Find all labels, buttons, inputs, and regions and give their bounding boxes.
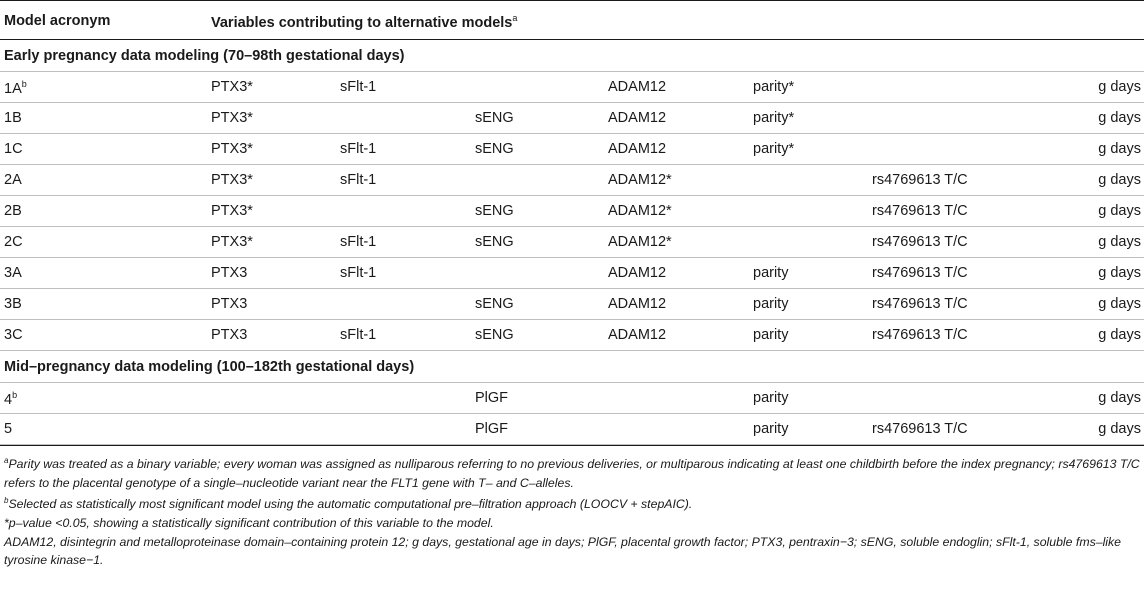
variable-cell-parity: parity bbox=[753, 327, 789, 343]
model-acronym-cell bbox=[4, 327, 23, 343]
variable-cell-adam: ADAM12 bbox=[608, 141, 667, 157]
variable-cell-rs: rs4769613 T/C bbox=[872, 265, 968, 281]
variable-cell-ptx3: PTX3 bbox=[211, 327, 248, 343]
variable-cell-parity: parity bbox=[753, 390, 789, 406]
variable-cell-ptx3: PTX3* bbox=[211, 79, 253, 95]
model-acronym-cell bbox=[4, 390, 17, 408]
variable-cell-adam: ADAM12 bbox=[608, 110, 667, 126]
variable-cell-parity: parity bbox=[753, 296, 789, 312]
variable-cell-sflt: sFlt-1 bbox=[340, 265, 377, 281]
variable-cell-sflt: sFlt-1 bbox=[340, 141, 377, 157]
model-acronym-cell bbox=[4, 110, 22, 126]
variable-cell-parity: parity* bbox=[753, 79, 795, 95]
variable-cell-seng: PlGF bbox=[475, 421, 509, 437]
variable-cell-seng: sENG bbox=[475, 110, 514, 126]
variable-cell-gdays: g days bbox=[1098, 327, 1141, 343]
table-header bbox=[0, 1, 1144, 39]
header-variables-footnote-mark: a bbox=[512, 13, 518, 23]
variable-cell-parity: parity bbox=[753, 421, 789, 437]
variable-cell-rs: rs4769613 T/C bbox=[872, 203, 968, 219]
variable-cell-adam: ADAM12* bbox=[608, 234, 672, 250]
header-model-acronym: Model acronym bbox=[4, 13, 111, 29]
model-footnote-mark: b bbox=[21, 79, 27, 89]
variable-cell-adam: ADAM12 bbox=[608, 265, 667, 281]
model-footnote-mark: b bbox=[12, 390, 18, 400]
variable-cell-adam: ADAM12 bbox=[608, 296, 667, 312]
model-acronym: 3A bbox=[4, 265, 22, 281]
variable-cell-gdays: g days bbox=[1098, 203, 1141, 219]
variable-cell-gdays: g days bbox=[1098, 390, 1141, 406]
variable-cell-sflt: sFlt-1 bbox=[340, 79, 377, 95]
variable-cell-parity: parity bbox=[753, 265, 789, 281]
footnote-b bbox=[4, 492, 1140, 514]
model-acronym-cell bbox=[4, 141, 23, 157]
table-row bbox=[0, 258, 1144, 289]
variable-cell-adam: ADAM12* bbox=[608, 172, 672, 188]
table-row bbox=[0, 383, 1144, 414]
model-acronym: 2A bbox=[4, 172, 22, 188]
model-acronym-cell bbox=[4, 265, 22, 281]
table-row bbox=[0, 196, 1144, 227]
variable-cell-seng: sENG bbox=[475, 296, 514, 312]
model-acronym: 1A bbox=[4, 80, 22, 97]
variable-cell-gdays: g days bbox=[1098, 172, 1141, 188]
model-acronym: 4 bbox=[4, 391, 13, 408]
variable-cell-gdays: g days bbox=[1098, 79, 1141, 95]
table-row bbox=[0, 72, 1144, 103]
variable-cell-ptx3: PTX3* bbox=[211, 203, 253, 219]
model-acronym: 1B bbox=[4, 110, 22, 126]
variable-cell-sflt: sFlt-1 bbox=[340, 172, 377, 188]
variable-cell-adam: ADAM12* bbox=[608, 203, 672, 219]
variable-cell-rs: rs4769613 T/C bbox=[872, 234, 968, 250]
variable-cell-parity: parity* bbox=[753, 110, 795, 126]
table-row bbox=[0, 165, 1144, 196]
model-acronym: 5 bbox=[4, 421, 13, 437]
footnote-b-mark: b bbox=[4, 496, 9, 506]
model-acronym: 2C bbox=[4, 234, 23, 250]
variable-cell-rs: rs4769613 T/C bbox=[872, 327, 968, 343]
variable-cell-ptx3: PTX3* bbox=[211, 172, 253, 188]
section-heading bbox=[0, 40, 1144, 72]
model-acronym-cell bbox=[4, 79, 27, 97]
variable-cell-seng: sENG bbox=[475, 141, 514, 157]
model-acronym-cell bbox=[4, 296, 22, 312]
table-row bbox=[0, 103, 1144, 134]
model-acronym-cell bbox=[4, 203, 22, 219]
variable-cell-ptx3: PTX3 bbox=[211, 296, 248, 312]
variable-cell-seng: sENG bbox=[475, 234, 514, 250]
variable-cell-gdays: g days bbox=[1098, 265, 1141, 281]
variable-cell-ptx3: PTX3* bbox=[211, 110, 253, 126]
variable-cell-parity: parity* bbox=[753, 141, 795, 157]
variable-cell-rs: rs4769613 T/C bbox=[872, 421, 968, 437]
variable-cell-rs: rs4769613 T/C bbox=[872, 172, 968, 188]
table-row bbox=[0, 414, 1144, 445]
table-row bbox=[0, 227, 1144, 258]
variable-cell-gdays: g days bbox=[1098, 110, 1141, 126]
variable-cell-seng: PlGF bbox=[475, 390, 509, 406]
header-variables bbox=[211, 13, 517, 31]
variable-cell-ptx3: PTX3* bbox=[211, 234, 253, 250]
model-acronym: 1C bbox=[4, 141, 23, 157]
table-row bbox=[0, 134, 1144, 165]
footnote-a bbox=[4, 452, 1140, 492]
model-acronym-cell bbox=[4, 172, 22, 188]
table-row bbox=[0, 289, 1144, 320]
model-acronym-cell bbox=[4, 234, 23, 250]
footnote-a-text: Parity was treated as a binary variable; every woman was assigned as nulliparous referring to no previous deliveries, or multiparous indicating at least one childbirth before the index pregnancy; rs4769613 T/C refers to the placental genotype of a single–nucleotide variant near the FLT1 gene with T– and C–alleles. bbox=[4, 457, 1140, 490]
footnote-significance: *p–value <0.05, showing a statistically significant contribution of this variable to the model. bbox=[4, 515, 494, 530]
variable-cell-seng: sENG bbox=[475, 327, 514, 343]
variable-cell-sflt: sFlt-1 bbox=[340, 234, 377, 250]
variable-cell-adam: ADAM12 bbox=[608, 327, 667, 343]
section-title: Early pregnancy data modeling (70–98th gestational days) bbox=[4, 48, 405, 64]
footnote-a-mark: a bbox=[4, 456, 9, 465]
variable-cell-sflt: sFlt-1 bbox=[340, 327, 377, 343]
section-title: Mid–pregnancy data modeling (100–182th gestational days) bbox=[4, 359, 415, 375]
table-row bbox=[0, 320, 1144, 351]
variable-cell-gdays: g days bbox=[1098, 296, 1141, 312]
variable-cell-gdays: g days bbox=[1098, 234, 1141, 250]
variable-cell-seng: sENG bbox=[475, 203, 514, 219]
section-heading bbox=[0, 351, 1144, 383]
variable-cell-ptx3: PTX3 bbox=[211, 265, 248, 281]
model-acronym: 3C bbox=[4, 327, 23, 343]
variable-cell-gdays: g days bbox=[1098, 141, 1141, 157]
footnote-b-text: Selected as statistically most significant model using the automatic computational pre–filtration approach (LOOCV + stepAIC). bbox=[8, 497, 693, 512]
header-variables-label: Variables contributing to alternative models bbox=[211, 14, 513, 31]
model-acronym: 2B bbox=[4, 203, 22, 219]
variable-cell-adam: ADAM12 bbox=[608, 79, 667, 95]
table-body bbox=[0, 40, 1144, 446]
variable-cell-gdays: g days bbox=[1098, 421, 1141, 437]
variable-cell-ptx3: PTX3* bbox=[211, 141, 253, 157]
footnote-abbreviations: ADAM12, disintegrin and metalloproteinase domain–containing protein 12; g days, gestational age in days; PlGF, placental growth factor; PTX3, pentraxin−3; sENG, soluble endoglin; sFlt-1, soluble fms–like tyrosine kinase−1. bbox=[4, 534, 1122, 568]
model-acronym: 3B bbox=[4, 296, 22, 312]
variable-cell-rs: rs4769613 T/C bbox=[872, 296, 968, 312]
footnotes bbox=[0, 446, 1144, 570]
model-acronym-cell bbox=[4, 421, 12, 437]
